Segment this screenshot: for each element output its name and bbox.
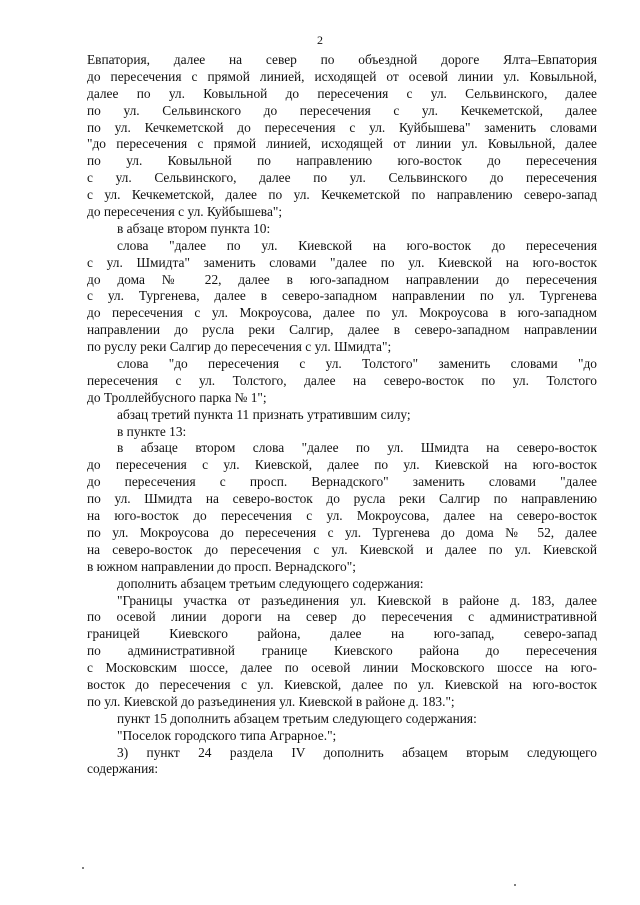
document-body (87, 52, 597, 778)
text-line: по административной границе Киевского района до пересечения (87, 643, 597, 659)
text-line: направлении до русла реки Салгир, далее в северо-западном направлении (87, 322, 597, 338)
text-line: пересечения с ул. Толстого, далее на северо-восток по ул. Толстого (87, 372, 597, 388)
text-line: слова "далее по ул. Киевской на юго-восток до пересечения (117, 237, 597, 253)
text-line: с ул. Кечкеметской, далее по ул. Кечкеметской по направлению северо-запад (87, 187, 597, 203)
text-line: до пересечения с ул. Киевской, далее по ул. Киевской на юго-восток (87, 457, 597, 473)
text-line: на северо-восток до пересечения с ул. Киевской и далее по ул. Киевской (87, 541, 597, 557)
text-line: до Троллейбусного парка № 1"; (87, 389, 267, 405)
text-line: в абзаце втором пункта 10: (117, 220, 271, 236)
text-line: восток до пересечения с ул. Киевской, далее по ул. Киевской на юго-восток (87, 676, 597, 692)
scan-speck (514, 884, 516, 886)
text-line: "Границы участка от разъединения ул. Киевской в районе д. 183, далее (117, 592, 597, 608)
text-line: "до пересечения с прямой линией, исходящей от линии ул. Ковыльной, далее (87, 136, 597, 152)
page-number: 2 (317, 33, 323, 47)
text-line: с ул. Тургенева, далее в северо-западном направлении по ул. Тургенева (87, 288, 597, 304)
text-line: абзац третий пункта 11 признать утратившим силу; (117, 406, 411, 422)
text-line: в абзаце втором слова "далее по ул. Шмидта на северо-восток (117, 440, 597, 456)
text-line: границей Киевского района, далее на юго-запад, северо-запад (87, 626, 597, 642)
text-line: "Поселок городского типа Аграрное."; (117, 727, 337, 743)
text-line: до пересечения с ул. Мокроусова, далее по ул. Мокроусова в юго-западном (87, 305, 597, 321)
text-line: далее по ул. Ковыльной до пересечения с ул. Сельвинского, далее (87, 85, 597, 101)
text-line: до пересечения с ул. Куйбышева"; (87, 204, 283, 220)
text-line: до пересечения с прямой линией, исходящей от осевой линии ул. Ковыльной, (87, 68, 597, 84)
text-line: по ул. Кечкеметской до пересечения с ул. Куйбышева" заменить словами (87, 119, 597, 135)
text-line: по осевой линии дороги на север до пересечения с административной (87, 609, 597, 625)
text-line: с ул. Сельвинского, далее по ул. Сельвинского до пересечения (87, 170, 597, 186)
text-line: слова "до пересечения с ул. Толстого" заменить словами "до (117, 356, 597, 372)
text-line: в пункте 13: (117, 423, 187, 439)
text-line: по ул. Ковыльной по направлению юго-восток до пересечения (87, 153, 597, 169)
text-line: по руслу реки Салгир до пересечения с ул. Шмидта"; (87, 339, 392, 355)
text-line: по ул. Сельвинского до пересечения с ул. Кечкеметской, далее (87, 102, 597, 118)
text-line: дополнить абзацем третьим следующего содержания: (117, 575, 424, 591)
text-line: по ул. Шмидта на северо-восток до русла реки Салгир по направлению (87, 491, 597, 507)
text-line: с Московским шоссе, далее по осевой линии Московского шоссе на юго- (87, 660, 597, 676)
scan-speck (82, 867, 84, 869)
text-line: Евпатория, далее на север по объездной дороге Ялта–Евпатория (87, 52, 597, 67)
text-line: 3) пункт 24 раздела IV дополнить абзацем вторым следующего (117, 744, 597, 760)
text-line: по ул. Мокроусова до пересечения с ул. Тургенева до дома № 52, далее (87, 524, 597, 540)
text-line: по ул. Киевской до разъединения ул. Киевской в районе д. 183."; (87, 693, 455, 709)
text-line: в южном направлении до просп. Вернадского"; (87, 558, 356, 574)
text-line: до дома № 22, далее в юго-западном направлении до пересечения (87, 271, 597, 287)
text-line: пункт 15 дополнить абзацем третьим следующего содержания: (117, 710, 477, 726)
text-line: до пересечения с просп. Вернадского" заменить словами "далее (87, 474, 597, 490)
text-line: на юго-восток до пересечения с ул. Мокроусова, далее на северо-восток (87, 508, 597, 524)
text-line: с ул. Шмидта" заменить словами "далее по ул. Киевской на юго-восток (87, 254, 597, 270)
text-line: содержания: (87, 761, 159, 777)
